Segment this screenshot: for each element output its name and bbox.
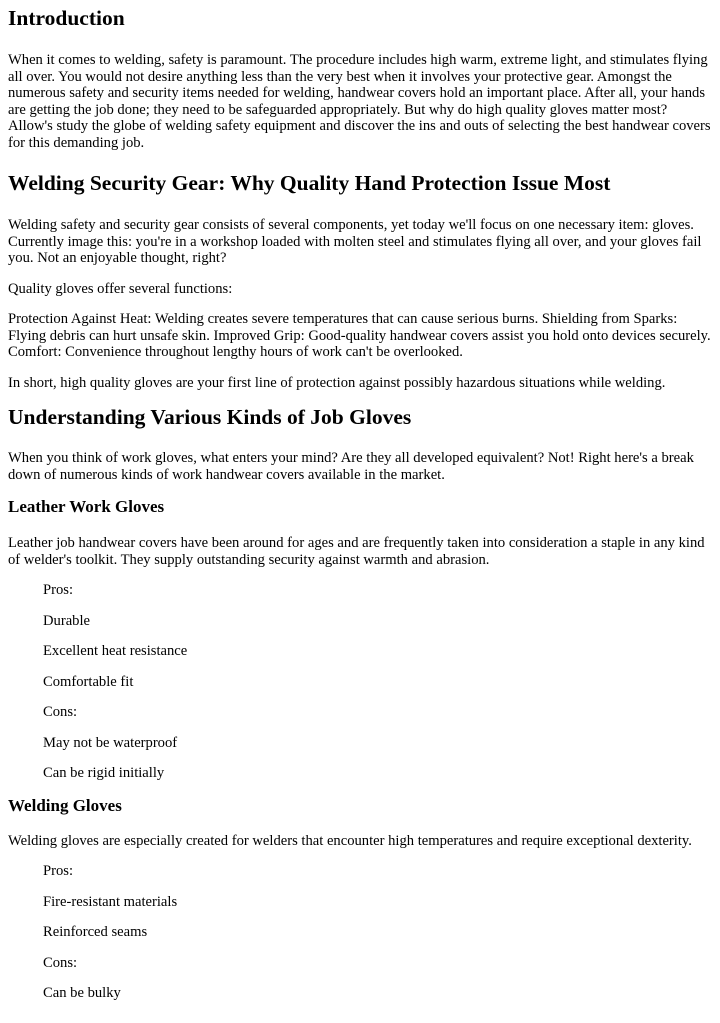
heading-kinds-of-gloves: Understanding Various Kinds of Job Gloves [8, 405, 412, 429]
section-welding-gloves [8, 796, 712, 1002]
paragraph-gear-3: Protection Against Heat: Welding creates severe temperatures that can cause serious burns. Shielding from Sparks: Flying debris can hurt unsafe skin. Improved Grip: Good-quality handwear covers assist you hold onto devices securely. Comfort: Convenience throughout lengthy hours of work can't be overlooked. [8, 311, 711, 360]
list-item: Cons: [43, 704, 78, 720]
section-introduction [8, 6, 712, 151]
list-item: May not be waterproof [43, 734, 178, 751]
paragraph-kinds: When you think of work gloves, what enters your mind? Are they all developed equivalent? Not! Right here's a break down of numerous kinds of work handwear covers available in the market. [8, 450, 694, 483]
paragraph-welding: Welding gloves are especially created for welders that encounter high temperatures and require exceptional dexterity. [8, 832, 692, 849]
list-item: Cons: [43, 954, 78, 971]
list-item: Can be rigid initially [43, 765, 165, 781]
paragraph-leather: Leather job handwear covers have been around for ages and are frequently taken into consideration a staple in any kind of welder's toolkit. They supply outstanding security against warmth and abrasion. [8, 535, 705, 568]
heading-welding-security-gear: Welding Security Gear: Why Quality Hand Protection Issue Most [8, 171, 611, 195]
heading-welding-gloves: Welding Gloves [8, 795, 122, 815]
paragraph-gear-1: Welding safety and security gear consists of several components, yet today we'll focus on one necessary item: gloves. Currently image this: you're in a workshop loaded with molten steel and stimulates flying all over, and your gloves fail you. Not an enjoyable thought, right? [8, 217, 702, 266]
list-item: Durable [43, 612, 91, 629]
section-welding-security-gear [8, 171, 712, 391]
heading-introduction: Introduction [8, 6, 125, 30]
welding-pros-cons-list [8, 863, 712, 1002]
list-item: Fire-resistant materials [43, 893, 178, 910]
section-leather-work-gloves [8, 497, 712, 782]
article [0, 6, 720, 1002]
paragraph-gear-2: Quality gloves offer several functions: [8, 280, 233, 297]
list-item: Excellent heat resistance [43, 643, 188, 659]
list-item: Pros: [43, 582, 74, 598]
leather-pros-cons-list [8, 582, 712, 782]
paragraph-introduction: When it comes to welding, safety is paramount. The procedure includes high warm, extreme light, and stimulates flying all over. You would not desire anything less than the very best when it involves your protective gear. Amongst the numerous safety and security items needed for welding, handwear covers hold an important place. After all, your hands are getting the job done; they need to be safeguarded appropriately. But why do high quality gloves matter most? Allow's study the globe of welding safety equipment and discover the ins and outs of selecting the best handwear covers for this demanding job. [8, 52, 711, 151]
section-kinds-of-gloves [8, 405, 712, 483]
list-item: Comfortable fit [43, 673, 134, 690]
heading-leather-work-gloves: Leather Work Gloves [8, 497, 165, 516]
list-item: Pros: [43, 863, 74, 879]
list-item: Reinforced seams [43, 924, 148, 940]
paragraph-gear-4: In short, high quality gloves are your first line of protection against possibly hazardous situations while welding. [8, 374, 666, 391]
list-item: Can be bulky [43, 985, 121, 1001]
